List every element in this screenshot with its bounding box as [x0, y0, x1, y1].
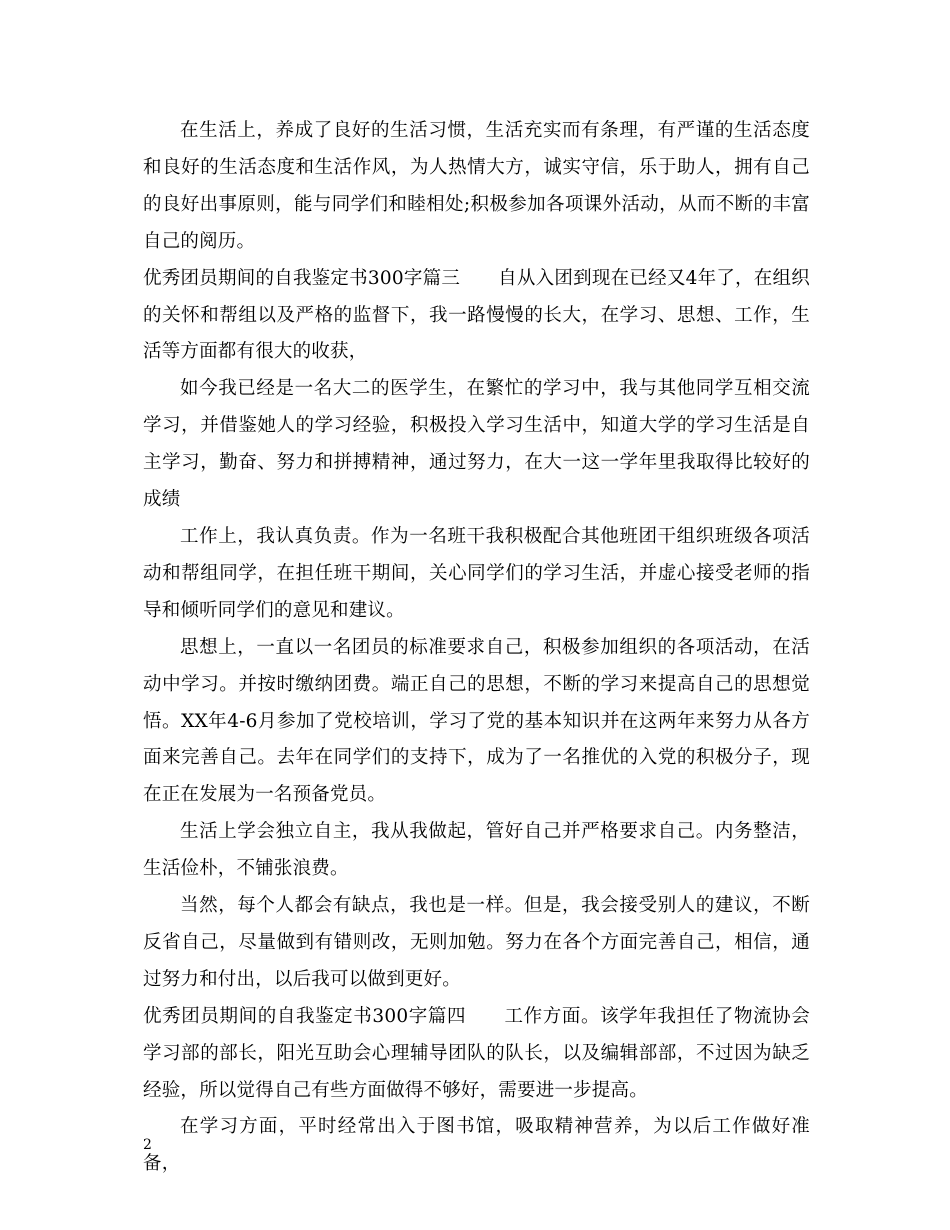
- section-heading-three: 优秀团员期间的自我鉴定书300字篇三: [143, 267, 461, 289]
- section-four-intro: 工作方面。该学年我担任了物流协会学习部的部长，阳光互助会心理辅导团队的队长，以及编辑部部，不过因为缺乏经验，所以觉得自己有些方面做得不够好，需要进一步提高。: [143, 1005, 810, 1101]
- section-heading-four: 优秀团员期间的自我鉴定书300字篇四: [143, 1005, 467, 1027]
- document-body: [143, 113, 810, 1183]
- section-three-intro: 自从入团到现在已经又4年了，在组织的关怀和帮组以及严格的监督下，我一路慢慢的长大，在学习、思想、工作，生活等方面都有很大的收获，: [143, 267, 810, 363]
- paragraph-study: 如今我已经是一名大二的医学生，在繁忙的学习中，我与其他同学互相交流学习，并借鉴她人的学习经验，积极投入学习生活中，知道大学的学习生活是自主学习，勤奋、努力和拼搏精神，通过努力，在大一这一学年里我取得比较好的成绩: [143, 378, 810, 511]
- paragraph-thought: 思想上，一直以一名团员的标准要求自己，积极参加组织的各项活动，在活动中学习。并按时缴纳团费。端正自己的思想，不断的学习来提高自己的思想觉悟。XX年4-6月参加了党校培训，学习了党的基本知识并在这两年来努力从各方面来完善自己。去年在同学们的支持下，成为了一名推优的入党的积极分子，现在正在发展为一名预备党员。: [143, 636, 810, 806]
- paragraph-daily-life: 生活上学会独立自主，我从我做起，管好自己并严格要求自己。内务整洁，生活俭朴，不铺张浪费。: [143, 821, 810, 880]
- paragraph-section-three: [143, 261, 810, 372]
- paragraph-life: 在生活上，养成了良好的生活习惯，生活充实而有条理，有严谨的生活态度和良好的生活态度和生活作风，为人热情大方，诚实守信，乐于助人，拥有自己的良好出事原则，能与同学们和睦相处;积极参加各项课外活动，从而不断的丰富自己的阅历。: [143, 120, 810, 252]
- paragraph-section-four: [143, 999, 810, 1110]
- paragraph-learning: 在学习方面，平时经常出入于图书馆，吸取精神营养，为以后工作做好准备，: [143, 1116, 810, 1175]
- paragraph-shortcomings: 当然，每个人都会有缺点，我也是一样。但是，我会接受别人的建议，不断反省自己，尽量做到有错则改，无则加勉。努力在各个方面完善自己，相信，通过努力和付出，以后我可以做到更好。: [143, 895, 810, 990]
- page-number: 2: [143, 1137, 152, 1153]
- paragraph-work: 工作上，我认真负责。作为一名班干我积极配合其他班团干组织班级各项活动和帮组同学，在担任班干期间，关心同学们的学习生活，并虚心接受老师的指导和倾听同学们的意见和建议。: [143, 525, 810, 621]
